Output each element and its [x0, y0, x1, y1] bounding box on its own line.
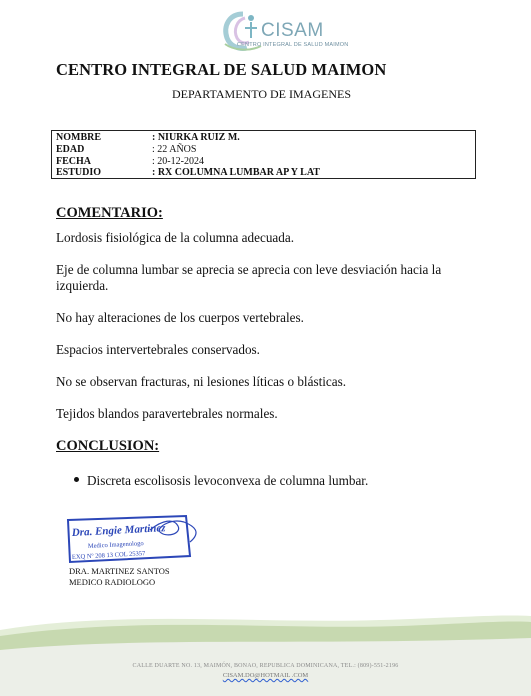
- signatory-title: MEDICO RADIOLOGO: [69, 577, 156, 587]
- comment-paragraph: No hay alteraciones de los cuerpos vertebrales.: [56, 310, 304, 325]
- comment-paragraph: No se observan fracturas, ni lesiones líticas o blásticas.: [56, 374, 347, 389]
- footer-email[interactable]: [0, 672, 531, 679]
- doctor-stamp: [62, 512, 212, 572]
- comment-paragraph: Lordosis fisiológica de la columna adecuada.: [56, 230, 295, 245]
- clinic-logo: [215, 8, 349, 58]
- info-value: : 20-12-2024: [152, 156, 204, 167]
- conclusion-heading: CONCLUSION:: [56, 438, 160, 454]
- info-value: : 22 AÑOS: [152, 144, 197, 155]
- patient-info-table: [51, 130, 476, 179]
- info-value: : NIURKA RUIZ M.: [152, 132, 240, 143]
- comment-paragraph: Tejidos blandos paravertebrales normales.: [56, 406, 278, 421]
- stamp-name: Dra. Engie Martinez: [71, 522, 166, 539]
- bullet-icon: [74, 477, 79, 482]
- comment-paragraph: Espacios intervertebrales conservados.: [56, 342, 260, 357]
- signatory-name: DRA. MARTINEZ SANTOS: [69, 566, 170, 576]
- conclusion-item: Discreta escolisosis levoconvexa de columna lumbar.: [87, 473, 369, 488]
- info-label: EDAD: [56, 144, 85, 155]
- footer-address: CALLE DUARTE NO. 13, MAIMÓN, BONAO, REPUBLICA DOMINICANA, TEL.: (809)-551-2196: [132, 663, 399, 669]
- logo-tagline: CENTRO INTEGRAL DE SALUD MAIMON: [237, 42, 349, 48]
- comment-paragraph: Eje de columna lumbar se aprecia se aprecia con leve desviación hacia la izquierda.: [56, 262, 442, 293]
- footer-email-text[interactable]: CISAM.DO@HOTMAIL .COM: [222, 672, 309, 679]
- stamp-ids: EXQ Nº 208 13 COL 25357: [71, 550, 146, 561]
- stamp-role: Medico Imagenologo: [87, 540, 144, 550]
- page-title: CENTRO INTEGRAL DE SALUD MAIMON: [56, 60, 387, 79]
- logo-brand-text: CISAM: [261, 20, 324, 41]
- info-label: ESTUDIO: [56, 167, 102, 178]
- info-label: FECHA: [56, 156, 91, 167]
- info-label: NOMBRE: [56, 132, 101, 143]
- footer-wave: [0, 590, 531, 696]
- comment-heading: COMENTARIO:: [56, 205, 163, 221]
- department-label: DEPARTAMENTO DE IMAGENES: [172, 87, 351, 101]
- info-value: : RX COLUMNA LUMBAR AP Y LAT: [152, 167, 320, 178]
